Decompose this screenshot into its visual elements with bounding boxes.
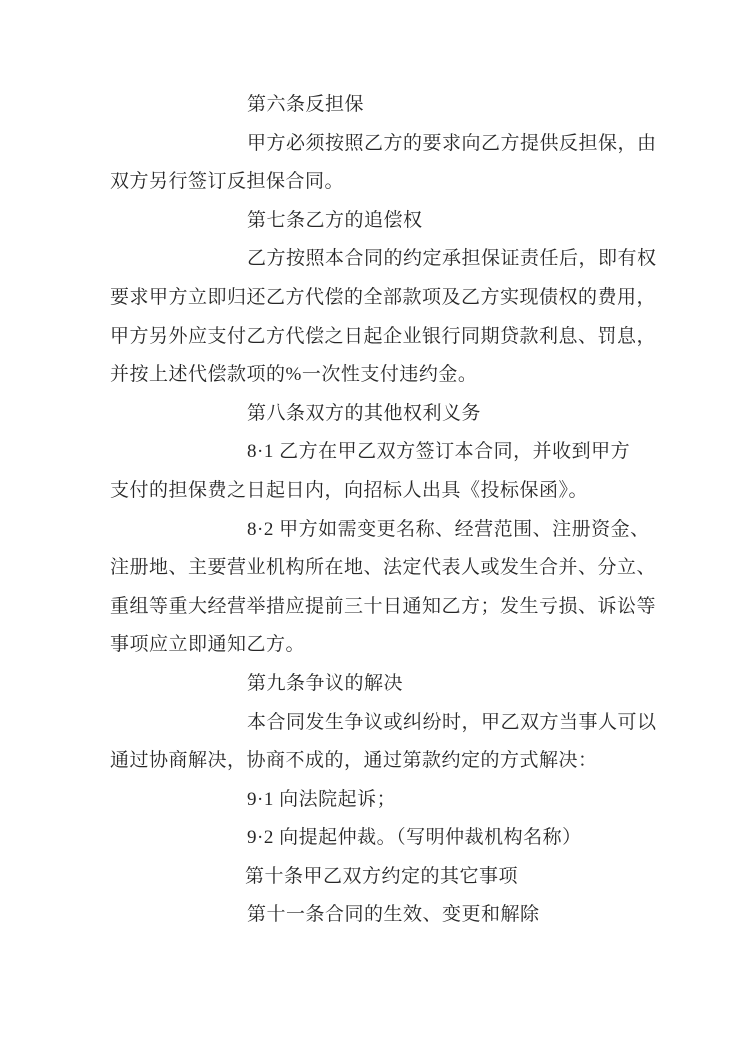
paragraph-line: 9·2 向提起仲裁。（写明仲裁机构名称）	[247, 827, 582, 849]
clause-heading-line: 第六条反担保	[247, 94, 365, 115]
paragraph-line: 8·2 甲方如需变更名称、经营范围、注册资金、	[247, 518, 650, 540]
paragraph-line: 8·1 乙方在甲乙双方签订本合同，并收到甲方	[247, 441, 631, 463]
paragraph-line: 事项应立即通知乙方。	[110, 634, 306, 656]
paragraph-line: 通过协商解决，协商不成的，通过第款约定的方式解决：	[110, 750, 598, 772]
paragraph-line: 注册地、主要营业机构所在地、法定代表人或发生合并、分立、	[110, 557, 657, 579]
paragraph-line: 并按上述代偿款项的%一次性支付违约金。	[110, 364, 478, 386]
paragraph-line: 双方另行签订反担保合同。	[110, 171, 345, 193]
paragraph-line: 甲方另外应支付乙方代偿之日起企业银行同期贷款利息、罚息，	[110, 325, 657, 347]
contract-text-block	[110, 86, 660, 935]
paragraph-line: 要求甲方立即归还乙方代偿的全部款项及乙方实现债权的费用，	[110, 286, 657, 308]
paragraph-line: 甲方必须按照乙方的要求向乙方提供反担保，由	[247, 132, 657, 154]
paragraph-line: 9·1 向法院起诉；	[247, 788, 397, 810]
paragraph-line: 重组等重大经营举措应提前三十日通知乙方；发生亏损、诉讼等	[110, 595, 657, 617]
paragraph-line: 本合同发生争议或纠纷时，甲乙双方当事人可以	[247, 711, 657, 733]
paragraph-line: 乙方按照本合同的约定承担保证责任后，即有权	[247, 248, 657, 270]
clause-heading-line: 第八条双方的其他权利义务	[247, 402, 482, 424]
clause-heading-line: 第十一条合同的生效、变更和解除	[247, 904, 540, 926]
clause-heading-line: 第七条乙方的追偿权	[247, 209, 423, 231]
clause-heading-line: 第九条争议的解决	[247, 672, 404, 694]
paragraph-line: 支付的担保费之日起日内，向招标人出具《投标保函》。	[110, 479, 589, 501]
clause-heading-line: 第十条甲乙双方约定的其它事项	[245, 865, 519, 887]
